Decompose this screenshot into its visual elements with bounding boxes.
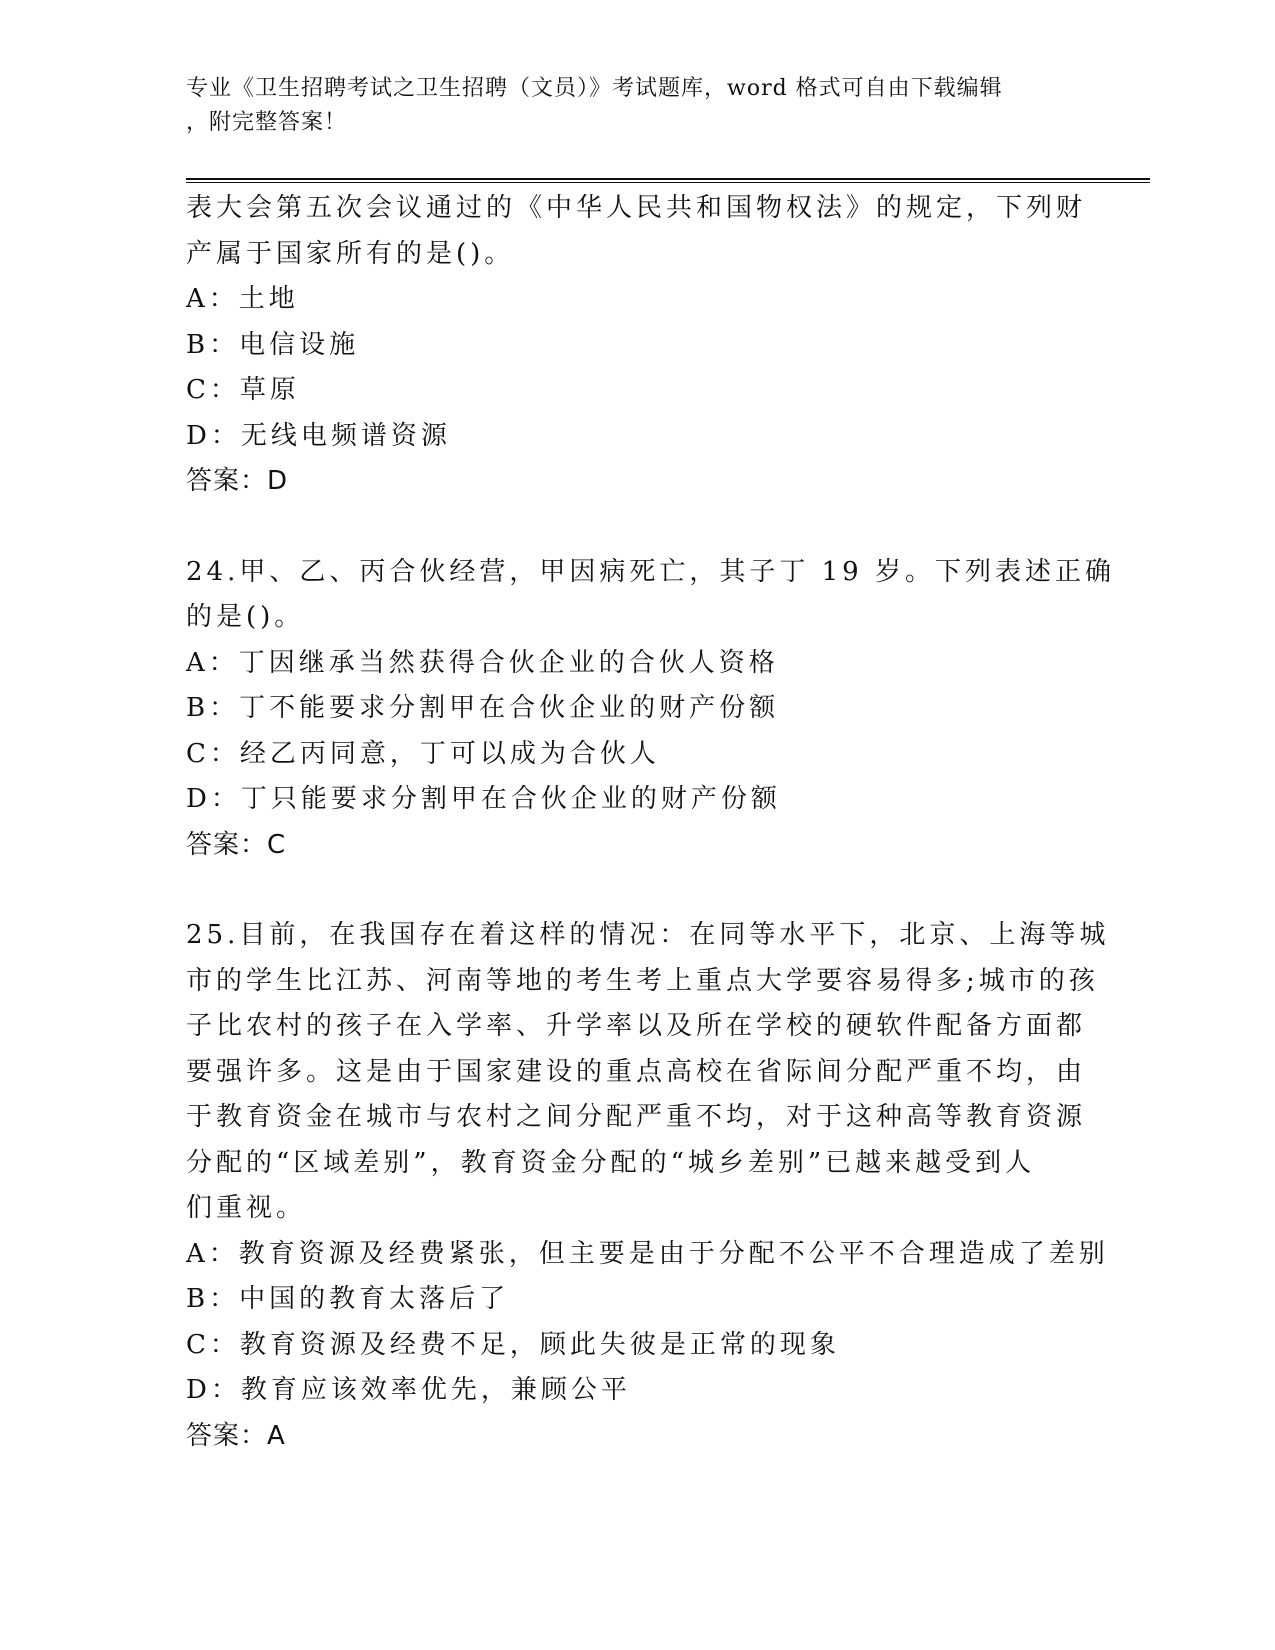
question-text-line: 要强许多。这是由于国家建设的重点高校在省际间分配严重不均，由 (186, 1056, 1087, 1087)
spacer (186, 505, 1086, 550)
option-c: C：经乙丙同意，丁可以成为合伙人 (186, 738, 660, 769)
spacer (186, 868, 1086, 913)
option-d: D：无线电频谱资源 (186, 420, 451, 451)
question-text-line: 产属于国家所有的是()。 (186, 238, 515, 269)
question-text-line: 25.目前，在我国存在着这样的情况：在同等水平下，北京、上海等城 (186, 920, 1110, 950)
question-text-line: 表大会第五次会议通过的《中华人民共和国物权法》的规定，下列财 (186, 193, 1087, 223)
option-d: D：丁只能要求分割甲在合伙企业的财产份额 (186, 784, 781, 814)
header-line-1: 专业《卫生招聘考试之卫生招聘（文员）》考试题库，word 格式可自由下载编辑 (186, 76, 1003, 101)
question-list (186, 186, 1115, 1459)
question-text-line: 的是()。 (186, 602, 305, 632)
question-text-line: 市的学生比江苏、河南等地的考生考上重点大学要容易得多;城市的孩 (186, 965, 1099, 996)
option-b: B：中国的教育太落后了 (186, 1284, 510, 1314)
option-d: D：教育应该效率优先，兼顾公平 (186, 1375, 631, 1405)
header-divider (186, 178, 1150, 183)
question-text-line: 子比农村的孩子在入学率、升学率以及所在学校的硬软件配备方面都 (186, 1011, 1087, 1041)
question-text-line: 们重视。 (186, 1193, 307, 1223)
question-block (186, 913, 1110, 1459)
option-a: A：教育资源及经费紧张，但主要是由于分配不公平不合理造成了差别 (186, 1238, 1109, 1269)
option-a: A：土地 (186, 284, 299, 314)
question-block (186, 550, 1115, 869)
question-text-line: 24.甲、乙、丙合伙经营，甲因病死亡，其子丁 19 岁。下列表述正确 (186, 556, 1115, 587)
answer-line: 答案：A (186, 1420, 286, 1451)
question-text-line: 于教育资金在城市与农村之间分配严重不均，对于这种高等教育资源 (186, 1102, 1087, 1132)
page-header (186, 72, 1066, 140)
option-c: C：教育资源及经费不足，顾此失彼是正常的现象 (186, 1329, 840, 1360)
option-c: C：草原 (186, 375, 300, 405)
option-b: B：电信设施 (186, 329, 360, 360)
header-line-2: ，附完整答案！ (186, 110, 348, 135)
question-text-line: 分配的“区域差别”，教育资金分配的“城乡差别”已越来越受到人 (186, 1147, 1036, 1178)
option-a: A：丁因继承当然获得合伙企业的合伙人资格 (186, 647, 779, 678)
option-b: B：丁不能要求分割甲在合伙企业的财产份额 (186, 693, 780, 723)
answer-line: 答案：C (186, 829, 287, 860)
question-block (186, 186, 1086, 505)
answer-line: 答案：D (186, 466, 289, 496)
